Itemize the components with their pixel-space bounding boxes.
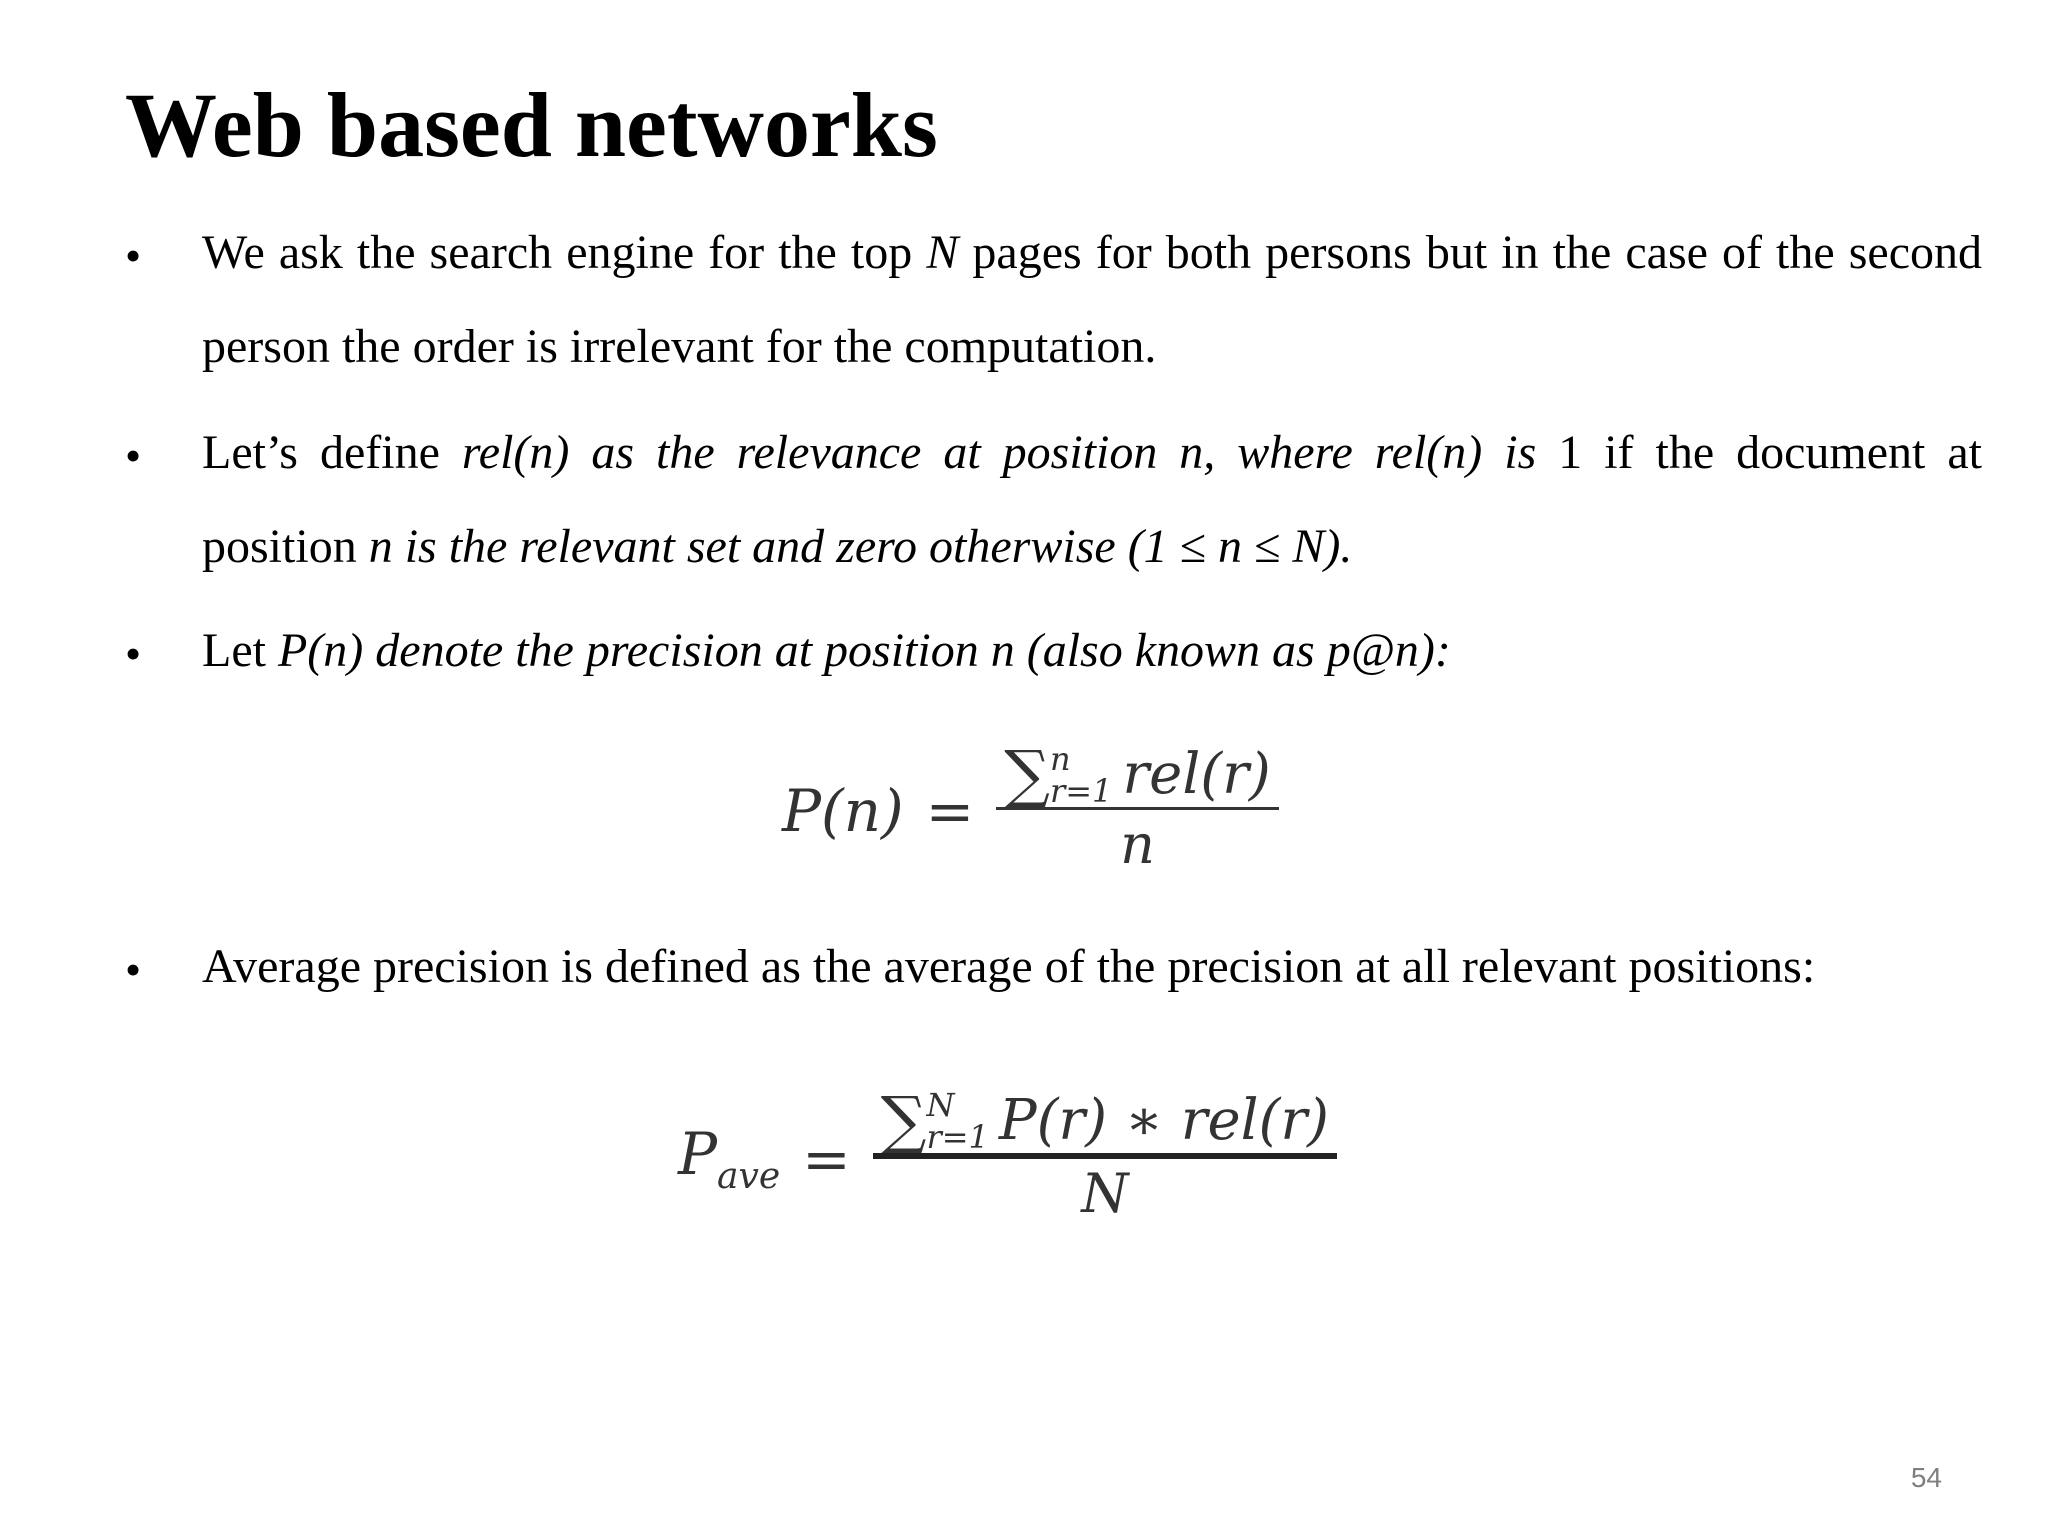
sum-lower-limit: r=1 [926, 1118, 989, 1156]
equals-sign: = [925, 777, 975, 845]
sum-lower-limit: r=1 [1049, 772, 1113, 810]
average-precision-equation [678, 1084, 1337, 1229]
fraction-denominator: N [1081, 1162, 1129, 1225]
sigma-symbol: ∑ [880, 1084, 927, 1158]
page-number: 54 [1910, 1462, 1942, 1493]
slide-title: Web based networks [125, 74, 938, 176]
sum-upper-limit: n [1049, 740, 1071, 778]
precision-equation [782, 738, 1279, 880]
numerator-term: rel(r) [1122, 742, 1271, 807]
bullet-3-text: Let P(n) denote the precision at position n (also known as p@n): [202, 624, 1451, 677]
bullet-marker: • [125, 230, 142, 281]
bullet-1-text: We ask the search engine for the top N pages for both persons but in the case of the second person the order is irrelevant for the computation. [202, 226, 1983, 373]
sum-upper-limit: N [926, 1086, 955, 1124]
sum-limits [1049, 740, 1113, 810]
bullet-marker: • [125, 430, 142, 481]
equation-lhs: P(n) [782, 777, 904, 845]
numerator-term: P(r) ∗ rel(r) [998, 1088, 1329, 1153]
sigma-symbol: ∑ [1004, 738, 1050, 812]
bullet-marker: • [125, 628, 142, 679]
fraction [873, 1084, 1337, 1229]
fraction-numerator [996, 738, 1278, 812]
sum-limits [926, 1086, 989, 1156]
bullet-marker: • [125, 944, 142, 995]
fraction [996, 738, 1278, 880]
equals-sign: = [802, 1124, 851, 1193]
fraction-numerator [873, 1084, 1337, 1158]
equation-lhs-subscript: ave [717, 1156, 781, 1197]
equation-lhs: $P_{ave}$ [678, 1120, 781, 1197]
bullet-2-text: Let’s define rel(n) as the relevance at position n, where rel(n) is 1 if the document at position n is the relevant set and zero otherwise (1 ≤ n ≤ N). [202, 426, 1983, 573]
fraction-denominator: n [1120, 813, 1155, 876]
bullet-4-text: Average precision is defined as the average of the precision at all relevant positions: [202, 940, 1816, 993]
